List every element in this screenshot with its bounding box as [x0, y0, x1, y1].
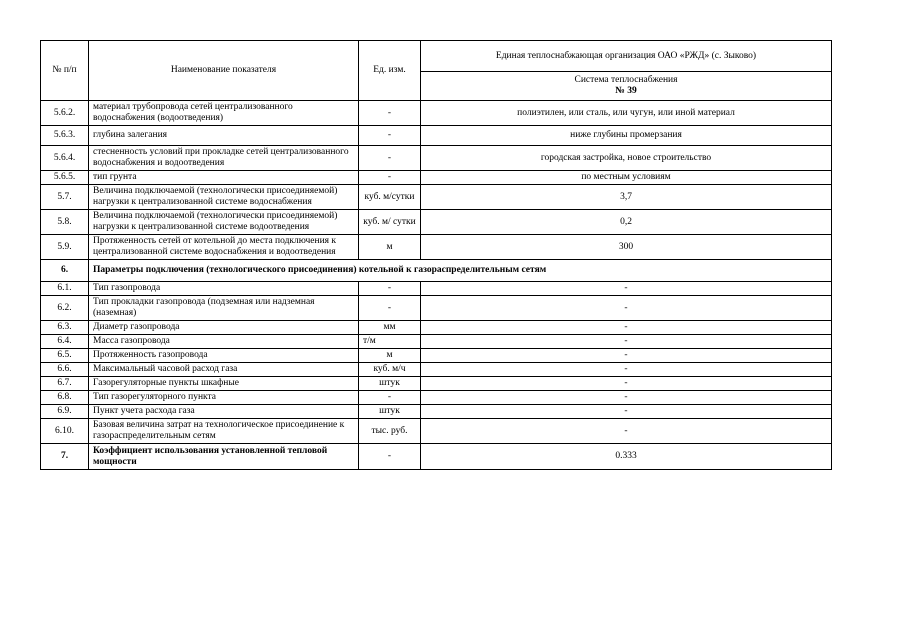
row-unit: - — [359, 444, 421, 470]
row-num: 5.8. — [41, 210, 89, 235]
section-row — [41, 260, 832, 282]
row-num: 5.9. — [41, 235, 89, 260]
header-unit: Ед. изм. — [359, 41, 421, 101]
row-value: - — [421, 282, 832, 296]
row-num: 5.7. — [41, 185, 89, 210]
row-value: - — [421, 335, 832, 349]
row-unit: - — [359, 391, 421, 405]
row-num: 6.5. — [41, 349, 89, 363]
row-num: 6.1. — [41, 282, 89, 296]
row-value: городская застройка, новое строительство — [421, 146, 832, 171]
row-unit: куб. м/сутки — [359, 185, 421, 210]
row-unit: куб. м/ч — [359, 363, 421, 377]
row-unit: т/м — [359, 335, 421, 349]
row-unit: - — [359, 171, 421, 185]
row-num: 6.4. — [41, 335, 89, 349]
row-name: глубина залегания — [89, 126, 359, 146]
row-unit: - — [359, 126, 421, 146]
system-number: № 39 — [615, 86, 637, 96]
table-row — [41, 419, 832, 444]
table-row — [41, 444, 832, 470]
row-num: 6.7. — [41, 377, 89, 391]
row-unit: штук — [359, 377, 421, 391]
row-num: 5.6.4. — [41, 146, 89, 171]
table-row — [41, 126, 832, 146]
table-row — [41, 363, 832, 377]
row-name: Тип прокладки газопровода (подземная или надземная (наземная) — [89, 296, 359, 321]
document-page — [40, 40, 832, 470]
row-num: 6.10. — [41, 419, 89, 444]
table-row — [41, 377, 832, 391]
row-name: Тип газопровода — [89, 282, 359, 296]
header-org: Единая теплоснабжающая организация ОАО «РЖД» (с. Зыково) — [421, 41, 832, 72]
row-num: 6.2. — [41, 296, 89, 321]
row-unit: мм — [359, 321, 421, 335]
row-num: 7. — [41, 444, 89, 470]
table-row — [41, 185, 832, 210]
row-value: - — [421, 296, 832, 321]
header-name: Наименование показателя — [89, 41, 359, 101]
row-num: 6.8. — [41, 391, 89, 405]
row-value: 3,7 — [421, 185, 832, 210]
row-num: 5.6.2. — [41, 101, 89, 126]
row-value: - — [421, 405, 832, 419]
row-value: 300 — [421, 235, 832, 260]
row-value: ниже глубины промерзания — [421, 126, 832, 146]
row-unit: м — [359, 349, 421, 363]
table-row — [41, 321, 832, 335]
table-row — [41, 349, 832, 363]
header-num: № п/п — [41, 41, 89, 101]
table-header-row — [41, 41, 832, 72]
row-value: - — [421, 349, 832, 363]
row-name: Максимальный часовой расход газа — [89, 363, 359, 377]
row-unit: - — [359, 296, 421, 321]
table-row — [41, 210, 832, 235]
table-row — [41, 282, 832, 296]
row-num: 6.3. — [41, 321, 89, 335]
row-name: стесненность условий при прокладке сетей централизованного водоснабжения и водоотведения — [89, 146, 359, 171]
section-num: 6. — [41, 260, 89, 282]
row-name: материал трубопровода сетей централизованного водоснабжения (водоотведения) — [89, 101, 359, 126]
section-title: Параметры подключения (технологического присоединения) котельной к газораспределительным сетям — [89, 260, 832, 282]
row-unit: тыс. руб. — [359, 419, 421, 444]
row-value: 0.333 — [421, 444, 832, 470]
table-row — [41, 235, 832, 260]
row-unit: куб. м/ сутки — [359, 210, 421, 235]
row-num: 6.9. — [41, 405, 89, 419]
table-row — [41, 146, 832, 171]
row-name: Величина подключаемой (технологически присоединяемой) нагрузки к централизованной системе водоотведения — [89, 210, 359, 235]
row-name: Газорегуляторные пункты шкафные — [89, 377, 359, 391]
row-value: - — [421, 321, 832, 335]
row-value: полиэтилен, или сталь, или чугун, или иной материал — [421, 101, 832, 126]
table-row — [41, 391, 832, 405]
system-label: Система теплоснабжения — [574, 75, 678, 85]
row-name: Тип газорегуляторного пункта — [89, 391, 359, 405]
indicators-table — [40, 40, 832, 470]
row-value: - — [421, 419, 832, 444]
row-name: Масса газопровода — [89, 335, 359, 349]
row-name: Базовая величина затрат на технологическое присоединение к газораспределительным сетям — [89, 419, 359, 444]
row-name: Диаметр газопровода — [89, 321, 359, 335]
table-row — [41, 171, 832, 185]
row-value: - — [421, 391, 832, 405]
row-value: - — [421, 363, 832, 377]
row-num: 6.6. — [41, 363, 89, 377]
row-unit: - — [359, 282, 421, 296]
row-name: Коэффициент использования установленной тепловой мощности — [89, 444, 359, 470]
row-name: тип грунта — [89, 171, 359, 185]
row-name: Пункт учета расхода газа — [89, 405, 359, 419]
row-unit: м — [359, 235, 421, 260]
table-row — [41, 296, 832, 321]
row-value: по местным условиям — [421, 171, 832, 185]
table-row — [41, 405, 832, 419]
header-system — [421, 72, 832, 101]
row-unit: штук — [359, 405, 421, 419]
row-name: Величина подключаемой (технологически присоединяемой) нагрузки к централизованной системе водоснабжения — [89, 185, 359, 210]
table-row — [41, 335, 832, 349]
row-value: - — [421, 377, 832, 391]
row-num: 5.6.3. — [41, 126, 89, 146]
row-unit: - — [359, 101, 421, 126]
row-unit: - — [359, 146, 421, 171]
row-name: Протяженность газопровода — [89, 349, 359, 363]
row-value: 0,2 — [421, 210, 832, 235]
table-row — [41, 101, 832, 126]
row-num: 5.6.5. — [41, 171, 89, 185]
row-name: Протяженность сетей от котельной до места подключения к централизованной системе водоснабжения и водоотведения — [89, 235, 359, 260]
